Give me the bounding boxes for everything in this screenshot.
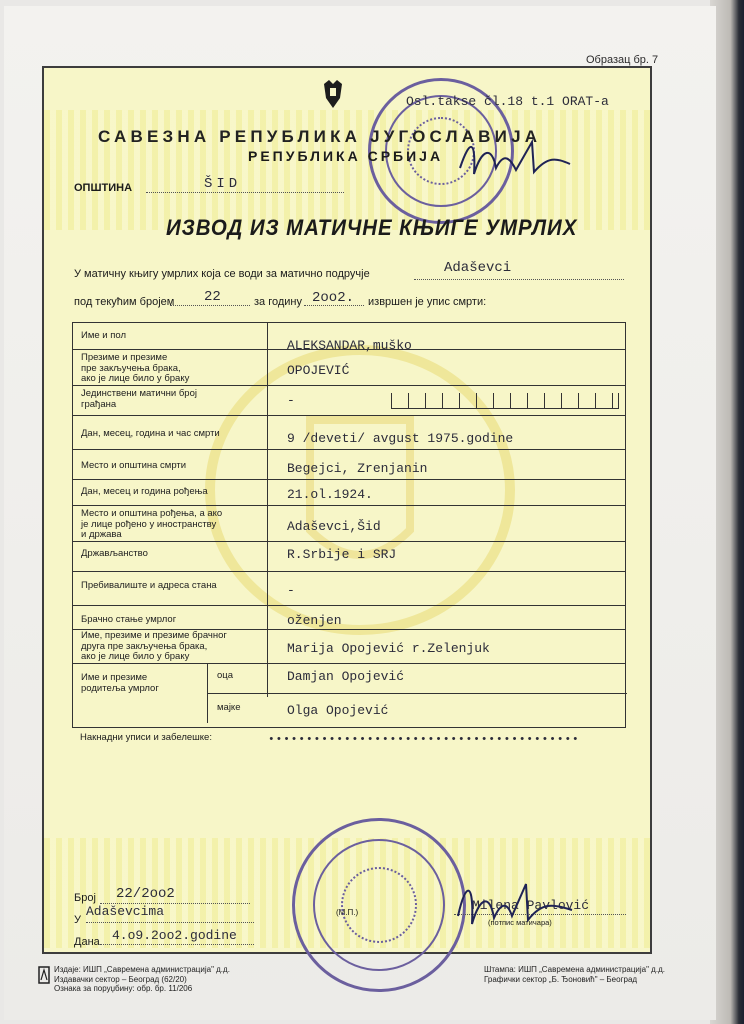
current-number: 22 [204, 289, 221, 305]
place-value: Adaševcima [86, 904, 165, 919]
number-value: 22/2oo2 [116, 886, 175, 902]
label-birth-place: Место и општина рођења, а ако је лице рођено у иностранству и држава [81, 508, 223, 540]
value-jmbg: - [287, 393, 295, 408]
country-heading: САВЕЗНА РЕПУБЛИКА ЈУГОСЛАВИЈА [98, 127, 542, 146]
seal-label: (М.П.) [336, 908, 359, 917]
label-residence: Пребивалиште и адреса стана [81, 580, 217, 591]
value-residence: - [287, 583, 295, 598]
value-death-place: Begejci, Zrenjanin [287, 461, 428, 476]
value-surname: OPOJEVIĆ [287, 363, 350, 378]
signatory-name: Milena Pavlović [472, 898, 590, 913]
place-label: У [74, 914, 81, 926]
signature-top [452, 128, 592, 188]
municipality-value: ŠID [204, 176, 242, 192]
tax-note: Osl.takse čl.18 t.1 ORAT-a [406, 94, 609, 109]
label-death-datetime: Дан, месец, година и час смрти [81, 428, 220, 439]
document-title: ИЗВОД ИЗ МАТИЧНЕ КЊИГЕ УМРЛИХ [166, 215, 578, 240]
value-citizenship: R.Srbije i SRJ [287, 547, 397, 562]
number-label: Број [74, 892, 96, 904]
label-parents: Име и презиме родитеља умрлог [81, 672, 159, 694]
signature-bottom [452, 872, 582, 932]
publisher-logo-icon [38, 966, 50, 984]
printer-info: Штампа: ИШП „Савремена администрација" д.д. Графички сектор „Б. Ђоновић" – Београд [484, 965, 665, 984]
label-marital-status: Брачно стање умрлог [81, 614, 177, 625]
death-record-table [72, 322, 626, 728]
label-death-place: Место и општина смрти [81, 460, 187, 471]
label-spouse: Име, презиме и презиме брачног друга пре закључења брака, ако је лице било у браку [81, 630, 227, 662]
official-stamp-bottom [292, 818, 466, 992]
intro-suffix: извршен је упис смрти: [368, 296, 487, 308]
date-label: Дана [74, 936, 100, 948]
value-death-datetime: 9 /deveti/ avgust 1975.godine [287, 431, 514, 446]
registry-area: Adaševci [444, 260, 512, 276]
form-number: Образац бр. 7 [586, 54, 659, 66]
notes-value: ••••••••••••••••••••••••••••••••••••••••• [268, 734, 580, 746]
label-birth-date: Дан, месец и година рођења [81, 486, 208, 497]
label-mother: мајке [217, 702, 241, 713]
signature-label: (потпис матичара) [488, 918, 552, 927]
value-father: Damjan Opojević [287, 669, 405, 684]
value-spouse: Marija Opojević r.Zelenjuk [287, 641, 490, 656]
date-value: 4.o9.2oo2.godine [112, 928, 237, 943]
municipality-label: ОПШТИНА [74, 182, 133, 194]
year-label: за годину [254, 296, 303, 308]
current-number-label: под текућим бројем [74, 296, 175, 308]
label-name-sex: Име и пол [81, 330, 126, 341]
label-citizenship: Држављанство [81, 548, 148, 559]
label-jmbg: Јединствени матични број грађана [81, 388, 197, 410]
intro-prefix: У матичну књигу умрлих која се води за матично подручје [74, 268, 370, 280]
eagle-emblem-icon [322, 78, 344, 110]
value-birth-date: 21.ol.1924. [287, 487, 373, 502]
label-surname: Презиме и презиме пре закључења брака, ако је лице било у браку [81, 352, 190, 384]
republic-heading: РЕПУБЛИКА СРБИЈА [248, 148, 444, 164]
label-father: оца [217, 670, 234, 681]
value-marital-status: oženjen [287, 613, 342, 628]
value-birth-place: Adaševci,Šid [287, 519, 381, 534]
value-name-sex: ALEKSANDAR,muško [287, 338, 412, 353]
value-mother: Olga Opojević [287, 703, 389, 718]
jmbg-boxes [391, 393, 619, 409]
year-value: 2oo2. [312, 290, 355, 306]
notes-label: Накнадни уписи и забелешке: [80, 732, 212, 743]
publisher-info: Издаје: ИШП „Савремена администрација" д.д. Издавачки сектор – Београд (62/20) Ознака за поруџбину: обр. бр. 11/206 [54, 965, 230, 993]
